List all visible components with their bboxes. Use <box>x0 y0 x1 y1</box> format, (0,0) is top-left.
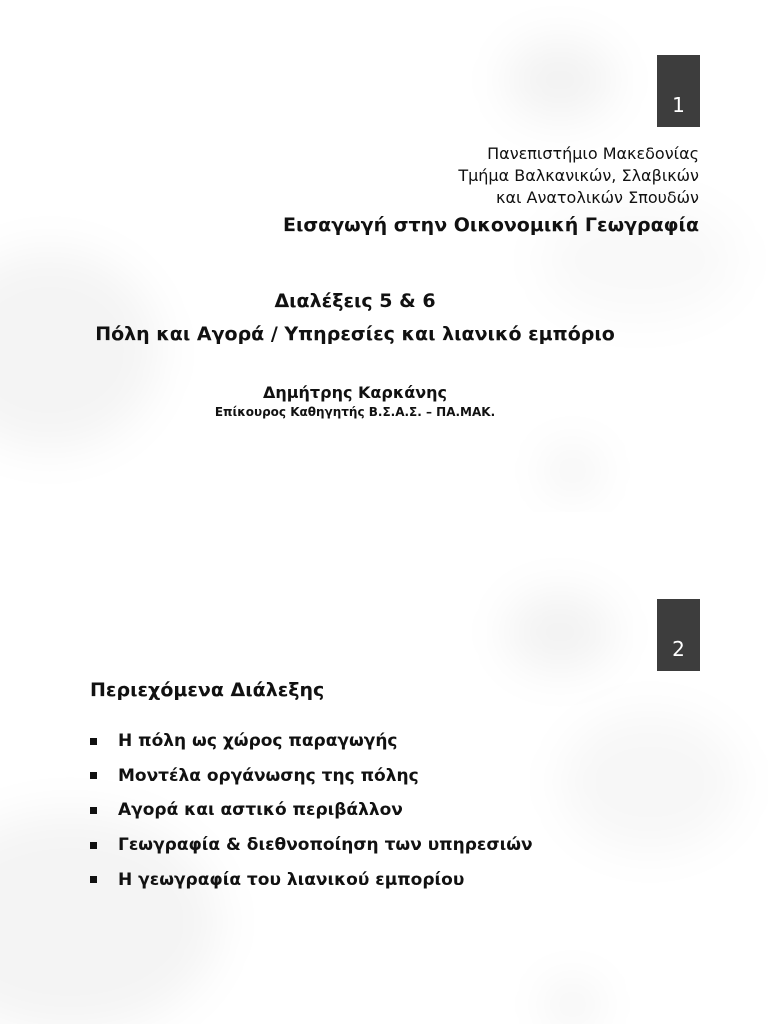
background-blob <box>505 40 615 120</box>
list-item <box>90 862 533 897</box>
list-item <box>90 759 533 794</box>
square-bullet-icon <box>90 807 97 814</box>
list-item <box>90 793 533 828</box>
page-number: 1 <box>672 93 685 117</box>
author-name: Δημήτρης Καρκάνης <box>262 383 448 402</box>
lecture-title: Πόλη και Αγορά / Υπηρεσίες και λιανικό εμπόριο <box>95 323 615 345</box>
background-blob <box>545 982 600 1024</box>
contents-list <box>90 724 533 897</box>
background-blob <box>560 712 740 852</box>
background-blob <box>0 250 160 450</box>
square-bullet-icon <box>90 842 97 849</box>
list-item-text: Μοντέλα οργάνωσης της πόλης <box>118 765 419 786</box>
list-item-text: Η γεωγραφία του λιανικού εμπορίου <box>118 869 465 890</box>
list-item <box>90 724 533 759</box>
page-number-box <box>657 599 700 671</box>
contents-slide <box>0 512 768 1024</box>
course-title: Εισαγωγή στην Οικονομική Γεωγραφία <box>282 214 699 236</box>
institution-block <box>283 143 699 238</box>
university-name: Πανεπιστήμιο Μακεδονίας <box>487 144 699 163</box>
background-blob <box>505 592 615 672</box>
department-line-1: Τμήμα Βαλκανικών, Σλαβικών <box>458 166 699 185</box>
department-line-2: και Ανατολικών Σπουδών <box>496 188 699 207</box>
square-bullet-icon <box>90 772 97 779</box>
list-item <box>90 828 533 863</box>
page-number-box <box>657 55 700 127</box>
list-item-text: Η πόλη ως χώρος παραγωγής <box>118 731 398 752</box>
page-number: 2 <box>672 637 685 661</box>
contents-title: Περιεχόμενα Διάλεξης <box>90 679 325 701</box>
square-bullet-icon <box>90 876 97 883</box>
author-role: Επίκουρος Καθηγητής Β.Σ.Α.Σ. – ΠΑ.ΜΑΚ. <box>214 405 496 419</box>
background-blob <box>545 448 600 493</box>
square-bullet-icon <box>90 738 97 745</box>
lecture-numbers: Διαλέξεις 5 & 6 <box>274 290 436 312</box>
list-item-text: Γεωγραφία & διεθνοποίηση των υπηρεσιών <box>118 835 533 856</box>
list-item-text: Αγορά και αστικό περιβάλλον <box>118 800 403 821</box>
